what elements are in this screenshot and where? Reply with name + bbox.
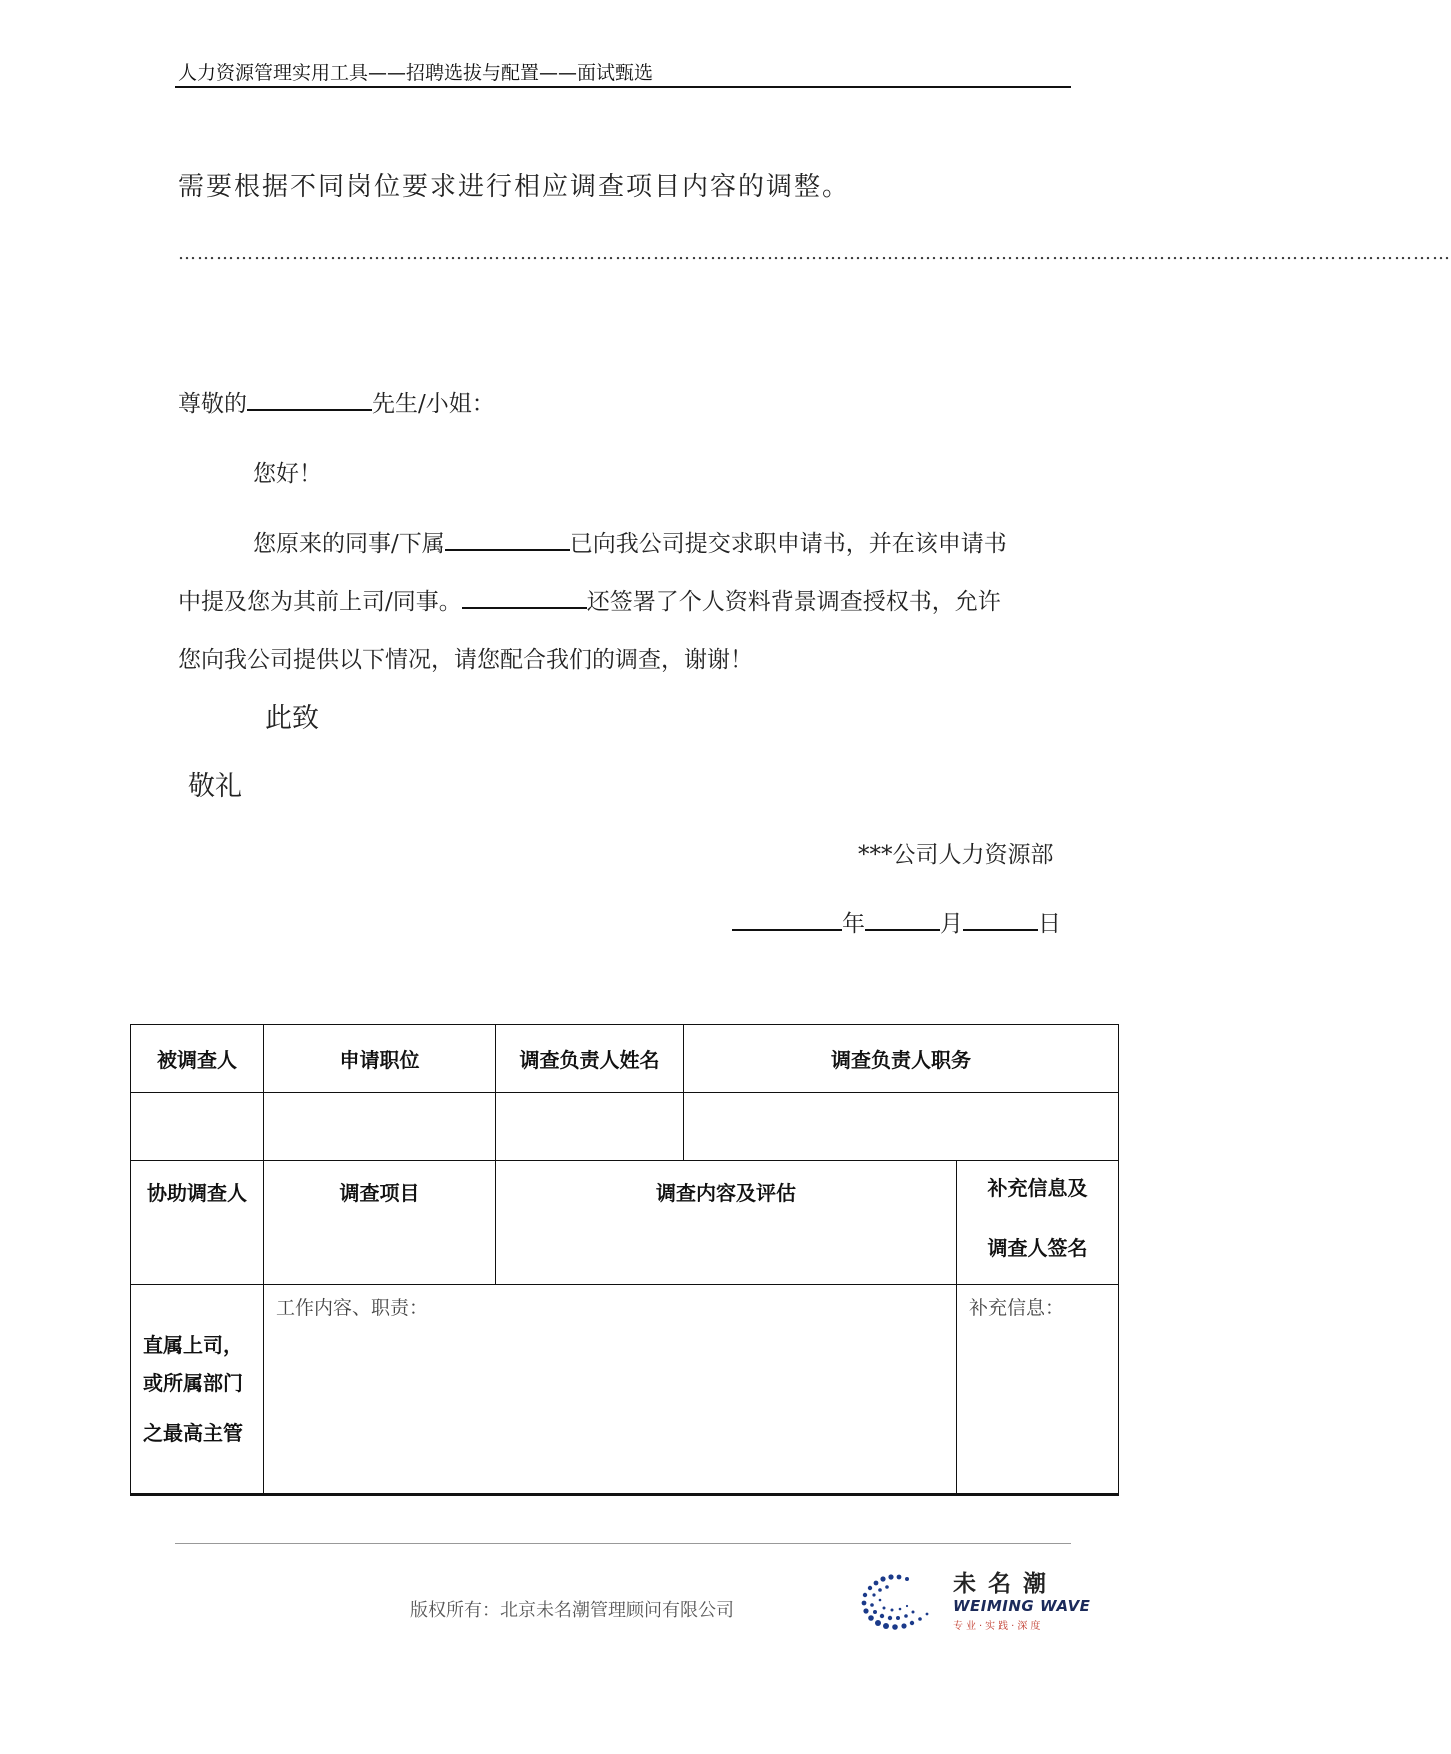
body-line-2 — [178, 583, 1001, 616]
logo-tagline: 专业·实践·深度 — [953, 1621, 1044, 1632]
body-line-2-b: 还签署了个人资料背景调查授权书，允许 — [586, 589, 1001, 615]
candidate-blank-1[interactable] — [445, 531, 570, 551]
wave-logo-icon — [850, 1568, 950, 1638]
candidate-blank-2[interactable] — [462, 589, 587, 609]
salutation-suffix: 先生/小姐： — [372, 391, 495, 417]
logo-chinese-name: 未名潮 — [953, 1571, 1058, 1597]
position-cell[interactable] — [264, 1093, 496, 1161]
closing-regards: 敬礼 — [188, 771, 242, 802]
col-investigator-name: 调查负责人姓名 — [496, 1025, 684, 1093]
body-line-1 — [253, 525, 1007, 558]
work-content-cell[interactable] — [264, 1285, 957, 1495]
ellipsis-line: ………………………………………………………………………………………………………………………………………………………………………………… — [178, 243, 1451, 264]
signature-dept: ***公司人力资源部 — [858, 842, 1054, 868]
col-extra-line-2: 调查人签名 — [987, 1236, 1088, 1260]
day-label: 日 — [1038, 911, 1061, 937]
col-position: 申请职位 — [264, 1025, 496, 1093]
year-label: 年 — [842, 911, 865, 937]
header-divider — [175, 86, 1071, 88]
col-extra-line-1: 补充信息及 — [987, 1176, 1088, 1200]
reference-check-table — [130, 1024, 1119, 1496]
supervisor-label-line-3: 之最高主管 — [143, 1421, 243, 1445]
greeting: 您好！ — [253, 461, 322, 487]
col-content: 调查内容及评估 — [496, 1161, 957, 1285]
month-label: 月 — [940, 911, 963, 937]
investigator-title-cell[interactable] — [684, 1093, 1119, 1161]
col-extra — [957, 1161, 1119, 1285]
date-line — [732, 905, 1061, 938]
col-assistant: 协助调查人 — [131, 1161, 264, 1285]
page-header-title: 人力资源管理实用工具——招聘选拔与配置——面试甄选 — [178, 62, 654, 84]
supervisor-label — [131, 1285, 264, 1495]
footer-copyright: 版权所有：北京未名潮管理顾问有限公司 — [410, 1600, 734, 1621]
col-investigator-title: 调查负责人职务 — [684, 1025, 1119, 1093]
table-supervisor-row — [131, 1285, 1119, 1495]
month-blank[interactable] — [865, 911, 940, 931]
investigated-cell[interactable] — [131, 1093, 264, 1161]
investigator-name-cell[interactable] — [496, 1093, 684, 1161]
col-item: 调查项目 — [264, 1161, 496, 1285]
table-header-row-2 — [131, 1161, 1119, 1285]
supervisor-label-line-2: 或所属部门 — [143, 1371, 243, 1395]
col-investigated: 被调查人 — [131, 1025, 264, 1093]
day-blank[interactable] — [963, 911, 1038, 931]
salutation-prefix: 尊敬的 — [178, 391, 247, 417]
body-line-1-b: 已向我公司提交求职申请书，并在该申请书 — [569, 531, 1007, 557]
body-line-2-a: 中提及您为其前上司/同事。 — [178, 589, 462, 615]
closing-this: 此致 — [265, 703, 319, 734]
extra-info-label: 补充信息： — [969, 1297, 1065, 1319]
name-blank[interactable] — [247, 391, 372, 411]
supervisor-label-line-1: 直属上司， — [143, 1333, 243, 1357]
body-line-1-a: 您原来的同事/下属 — [253, 531, 445, 557]
extra-info-cell[interactable] — [957, 1285, 1119, 1495]
intro-line: 需要根据不同岗位要求进行相应调查项目内容的调整。 — [178, 172, 851, 202]
year-blank[interactable] — [732, 911, 842, 931]
footer-divider — [175, 1543, 1071, 1544]
work-content-label: 工作内容、职责： — [276, 1297, 429, 1319]
salutation — [178, 385, 495, 418]
logo-english-name: WEIMING WAVE — [953, 1597, 1091, 1615]
table-header-row-1 — [131, 1025, 1119, 1093]
body-line-3: 您向我公司提供以下情况，请您配合我们的调查，谢谢！ — [178, 647, 753, 673]
table-input-row — [131, 1093, 1119, 1161]
